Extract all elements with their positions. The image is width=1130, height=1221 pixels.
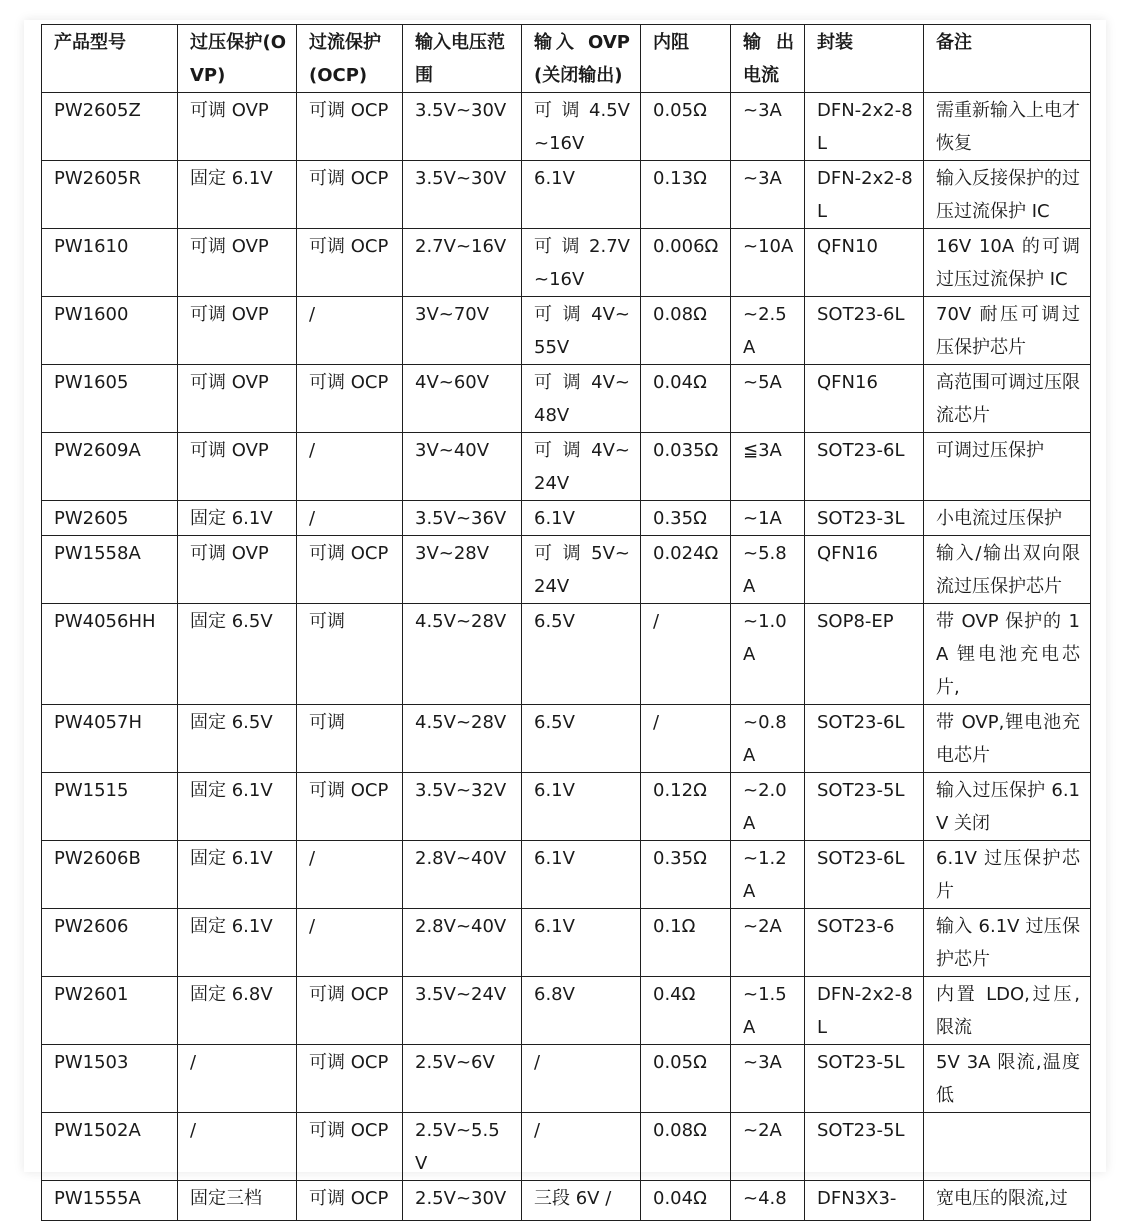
table-cell: 6.5V (522, 705, 641, 773)
table-cell: PW2606 (42, 909, 178, 977)
table-row (42, 93, 1091, 161)
table-cell: 带 OVP,锂电池充电芯片 (924, 705, 1091, 773)
table-cell: 2.5V~30V (403, 1181, 522, 1221)
table-cell: 输入 6.1V 过压保护芯片 (924, 909, 1091, 977)
table-cell: 4.5V~28V (403, 705, 522, 773)
table-cell: 可调 OVP (178, 365, 297, 433)
table-cell: 固定 6.1V (178, 909, 297, 977)
table-cell: 可调 OCP (297, 536, 403, 604)
table-cell: 0.04Ω (641, 1181, 731, 1221)
table-cell: 可调 OCP (297, 229, 403, 297)
table-cell: 可 调 4V~55V (522, 297, 641, 365)
table-cell: 固定 6.8V (178, 977, 297, 1045)
table-cell: / (297, 841, 403, 909)
table-row (42, 909, 1091, 977)
table-cell: / (522, 1113, 641, 1181)
table-cell: 可 调 4V~48V (522, 365, 641, 433)
table-cell: 输入/输出双向限流过压保护芯片 (924, 536, 1091, 604)
table-cell: 6.1V (522, 909, 641, 977)
table-cell: 固定 6.1V (178, 161, 297, 229)
table-cell: SOT23-6L (805, 297, 924, 365)
table-cell: ~5A (731, 365, 805, 433)
table-cell: QFN16 (805, 536, 924, 604)
table-cell: 需重新输入上电才恢复 (924, 93, 1091, 161)
table-cell: ~2A (731, 909, 805, 977)
table-cell: 可调过压保护 (924, 433, 1091, 501)
table-cell: 可调 OVP (178, 536, 297, 604)
table-cell: ~2.0A (731, 773, 805, 841)
table-row (42, 604, 1091, 705)
table-cell: SOP8-EP (805, 604, 924, 705)
table-cell: 0.05Ω (641, 93, 731, 161)
table-cell: 6.1V (522, 841, 641, 909)
table-cell: ≦3A (731, 433, 805, 501)
table-cell: ~10A (731, 229, 805, 297)
table-cell: ~1.5A (731, 977, 805, 1045)
table-cell: QFN16 (805, 365, 924, 433)
table-cell: 0.35Ω (641, 841, 731, 909)
table-cell: 3.5V~30V (403, 93, 522, 161)
table-cell: 小电流过压保护 (924, 501, 1091, 536)
table-cell: ~1.0A (731, 604, 805, 705)
table-cell: 6.8V (522, 977, 641, 1045)
table-cell: 可 调 4.5V~16V (522, 93, 641, 161)
table-cell: / (178, 1113, 297, 1181)
table-cell: PW2605 (42, 501, 178, 536)
table-cell: PW2606B (42, 841, 178, 909)
table-row (42, 1045, 1091, 1113)
table-cell: PW1503 (42, 1045, 178, 1113)
table-cell: 3V~70V (403, 297, 522, 365)
table-cell: SOT23-5L (805, 1045, 924, 1113)
table-cell: 可调 OVP (178, 229, 297, 297)
table-cell: 6.5V (522, 604, 641, 705)
column-header: 过流保护(OCP) (297, 25, 403, 93)
table-cell: 0.08Ω (641, 297, 731, 365)
table-row (42, 705, 1091, 773)
table-cell: 固定 6.5V (178, 705, 297, 773)
table-row (42, 1113, 1091, 1181)
table-cell: 固定 6.1V (178, 841, 297, 909)
table-cell: / (297, 501, 403, 536)
table-cell: 可调 OCP (297, 1045, 403, 1113)
table-cell: SOT23-6L (805, 705, 924, 773)
table-cell: 0.13Ω (641, 161, 731, 229)
table-cell: SOT23-6 (805, 909, 924, 977)
table-cell: / (297, 433, 403, 501)
table-cell: 可调 OCP (297, 365, 403, 433)
table-cell: / (297, 909, 403, 977)
table-cell: 0.4Ω (641, 977, 731, 1045)
table-cell: 可 调 4V~24V (522, 433, 641, 501)
table-cell: 0.35Ω (641, 501, 731, 536)
table-cell: 可调 OCP (297, 93, 403, 161)
table-row (42, 1181, 1091, 1221)
table-cell: 可调 OCP (297, 1181, 403, 1221)
table-cell: ~3A (731, 93, 805, 161)
table-cell: ~5.8A (731, 536, 805, 604)
table-cell: 可调 OVP (178, 93, 297, 161)
table-cell: 0.05Ω (641, 1045, 731, 1113)
table-cell: 可调 (297, 705, 403, 773)
table-cell: 0.035Ω (641, 433, 731, 501)
table-cell: ~0.8A (731, 705, 805, 773)
document-page (24, 20, 1106, 1209)
table-cell: 0.04Ω (641, 365, 731, 433)
table-cell: 可 调 5V~24V (522, 536, 641, 604)
table-cell: 固定 6.1V (178, 501, 297, 536)
table-cell: 三段 6V / (522, 1181, 641, 1221)
table-cell: 3.5V~30V (403, 161, 522, 229)
table-cell: 6.1V 过压保护芯片 (924, 841, 1091, 909)
table-cell: 0.12Ω (641, 773, 731, 841)
table-cell: 6.1V (522, 501, 641, 536)
table-cell (924, 1113, 1091, 1181)
table-cell: QFN10 (805, 229, 924, 297)
table-cell: 3.5V~32V (403, 773, 522, 841)
table-cell: PW1502A (42, 1113, 178, 1181)
table-cell: 带 OVP 保护的 1A 锂电池充电芯片, (924, 604, 1091, 705)
table-cell: SOT23-6L (805, 433, 924, 501)
table-cell: DFN-2x2-8L (805, 977, 924, 1045)
table-cell: 2.8V~40V (403, 909, 522, 977)
table-cell: PW1558A (42, 536, 178, 604)
column-header: 过压保护(OVP) (178, 25, 297, 93)
column-header: 输出电流 (731, 25, 805, 93)
table-cell: 0.08Ω (641, 1113, 731, 1181)
table-cell: 2.5V~5.5V (403, 1113, 522, 1181)
column-header: 产品型号 (42, 25, 178, 93)
table-cell: / (641, 604, 731, 705)
table-cell: 可调 OCP (297, 977, 403, 1045)
table-row (42, 229, 1091, 297)
table-row (42, 501, 1091, 536)
table-cell: PW1610 (42, 229, 178, 297)
table-cell: 可 调 2.7V~16V (522, 229, 641, 297)
table-cell: 3V~28V (403, 536, 522, 604)
table-cell: 0.024Ω (641, 536, 731, 604)
table-cell: 可调 OCP (297, 161, 403, 229)
table-cell: PW2601 (42, 977, 178, 1045)
table-cell: PW2605Z (42, 93, 178, 161)
table-cell: SOT23-5L (805, 773, 924, 841)
table-cell: 16V 10A 的可调过压过流保护 IC (924, 229, 1091, 297)
table-cell: 6.1V (522, 161, 641, 229)
table-cell: 输入反接保护的过压过流保护 IC (924, 161, 1091, 229)
table-cell: 3.5V~36V (403, 501, 522, 536)
table-cell: 固定 6.5V (178, 604, 297, 705)
table-cell: / (522, 1045, 641, 1113)
table-cell: 内置 LDO,过压,限流 (924, 977, 1091, 1045)
table-cell: 5V 3A 限流,温度低 (924, 1045, 1091, 1113)
table-cell: 2.5V~6V (403, 1045, 522, 1113)
table-cell: ~1A (731, 501, 805, 536)
table-cell: PW2605R (42, 161, 178, 229)
column-header: 输入电压范围 (403, 25, 522, 93)
table-cell: 6.1V (522, 773, 641, 841)
table-cell: / (641, 705, 731, 773)
table-row (42, 977, 1091, 1045)
table-cell: / (178, 1045, 297, 1113)
table-cell: ~3A (731, 1045, 805, 1113)
table-cell: 可调 OCP (297, 773, 403, 841)
table-cell: ~4.8 (731, 1181, 805, 1221)
table-cell: 3V~40V (403, 433, 522, 501)
column-header: 备注 (924, 25, 1091, 93)
table-cell: 可调 OCP (297, 1113, 403, 1181)
product-table (41, 24, 1091, 1221)
column-header: 输入 OVP (关闭输出) (522, 25, 641, 93)
table-cell: ~2A (731, 1113, 805, 1181)
table-cell: 固定 6.1V (178, 773, 297, 841)
table-header-row (42, 25, 1091, 93)
column-header: 封装 (805, 25, 924, 93)
table-cell: SOT23-3L (805, 501, 924, 536)
table-cell: 2.8V~40V (403, 841, 522, 909)
table-cell: ~3A (731, 161, 805, 229)
table-cell: 0.006Ω (641, 229, 731, 297)
table-body (42, 93, 1091, 1221)
table-cell: 输入过压保护 6.1V 关闭 (924, 773, 1091, 841)
table-cell: SOT23-5L (805, 1113, 924, 1181)
table-row (42, 161, 1091, 229)
table-cell: DFN-2x2-8L (805, 161, 924, 229)
table-cell: PW1600 (42, 297, 178, 365)
table-cell: PW1515 (42, 773, 178, 841)
table-cell: / (297, 297, 403, 365)
table-cell: SOT23-6L (805, 841, 924, 909)
table-cell: ~2.5A (731, 297, 805, 365)
table-cell: PW2609A (42, 433, 178, 501)
table-cell: PW1605 (42, 365, 178, 433)
table-cell: 3.5V~24V (403, 977, 522, 1045)
table-cell: 可调 OVP (178, 297, 297, 365)
table-cell: 高范围可调过压限流芯片 (924, 365, 1091, 433)
table-cell: PW1555A (42, 1181, 178, 1221)
table-cell: PW4057H (42, 705, 178, 773)
table-row (42, 773, 1091, 841)
table-cell: 70V 耐压可调过压保护芯片 (924, 297, 1091, 365)
table-cell: 4V~60V (403, 365, 522, 433)
table-row (42, 297, 1091, 365)
table-cell: 4.5V~28V (403, 604, 522, 705)
table-cell: 2.7V~16V (403, 229, 522, 297)
table-cell: 0.1Ω (641, 909, 731, 977)
table-row (42, 433, 1091, 501)
table-cell: 固定三档 (178, 1181, 297, 1221)
table-cell: 可调 OVP (178, 433, 297, 501)
column-header: 内阻 (641, 25, 731, 93)
table-row (42, 365, 1091, 433)
table-cell: 宽电压的限流,过 (924, 1181, 1091, 1221)
table-cell: PW4056HH (42, 604, 178, 705)
table-cell: DFN-2x2-8L (805, 93, 924, 161)
table-cell: ~1.2A (731, 841, 805, 909)
table-row (42, 841, 1091, 909)
table-cell: DFN3X3- (805, 1181, 924, 1221)
table-cell: 可调 (297, 604, 403, 705)
table-row (42, 536, 1091, 604)
